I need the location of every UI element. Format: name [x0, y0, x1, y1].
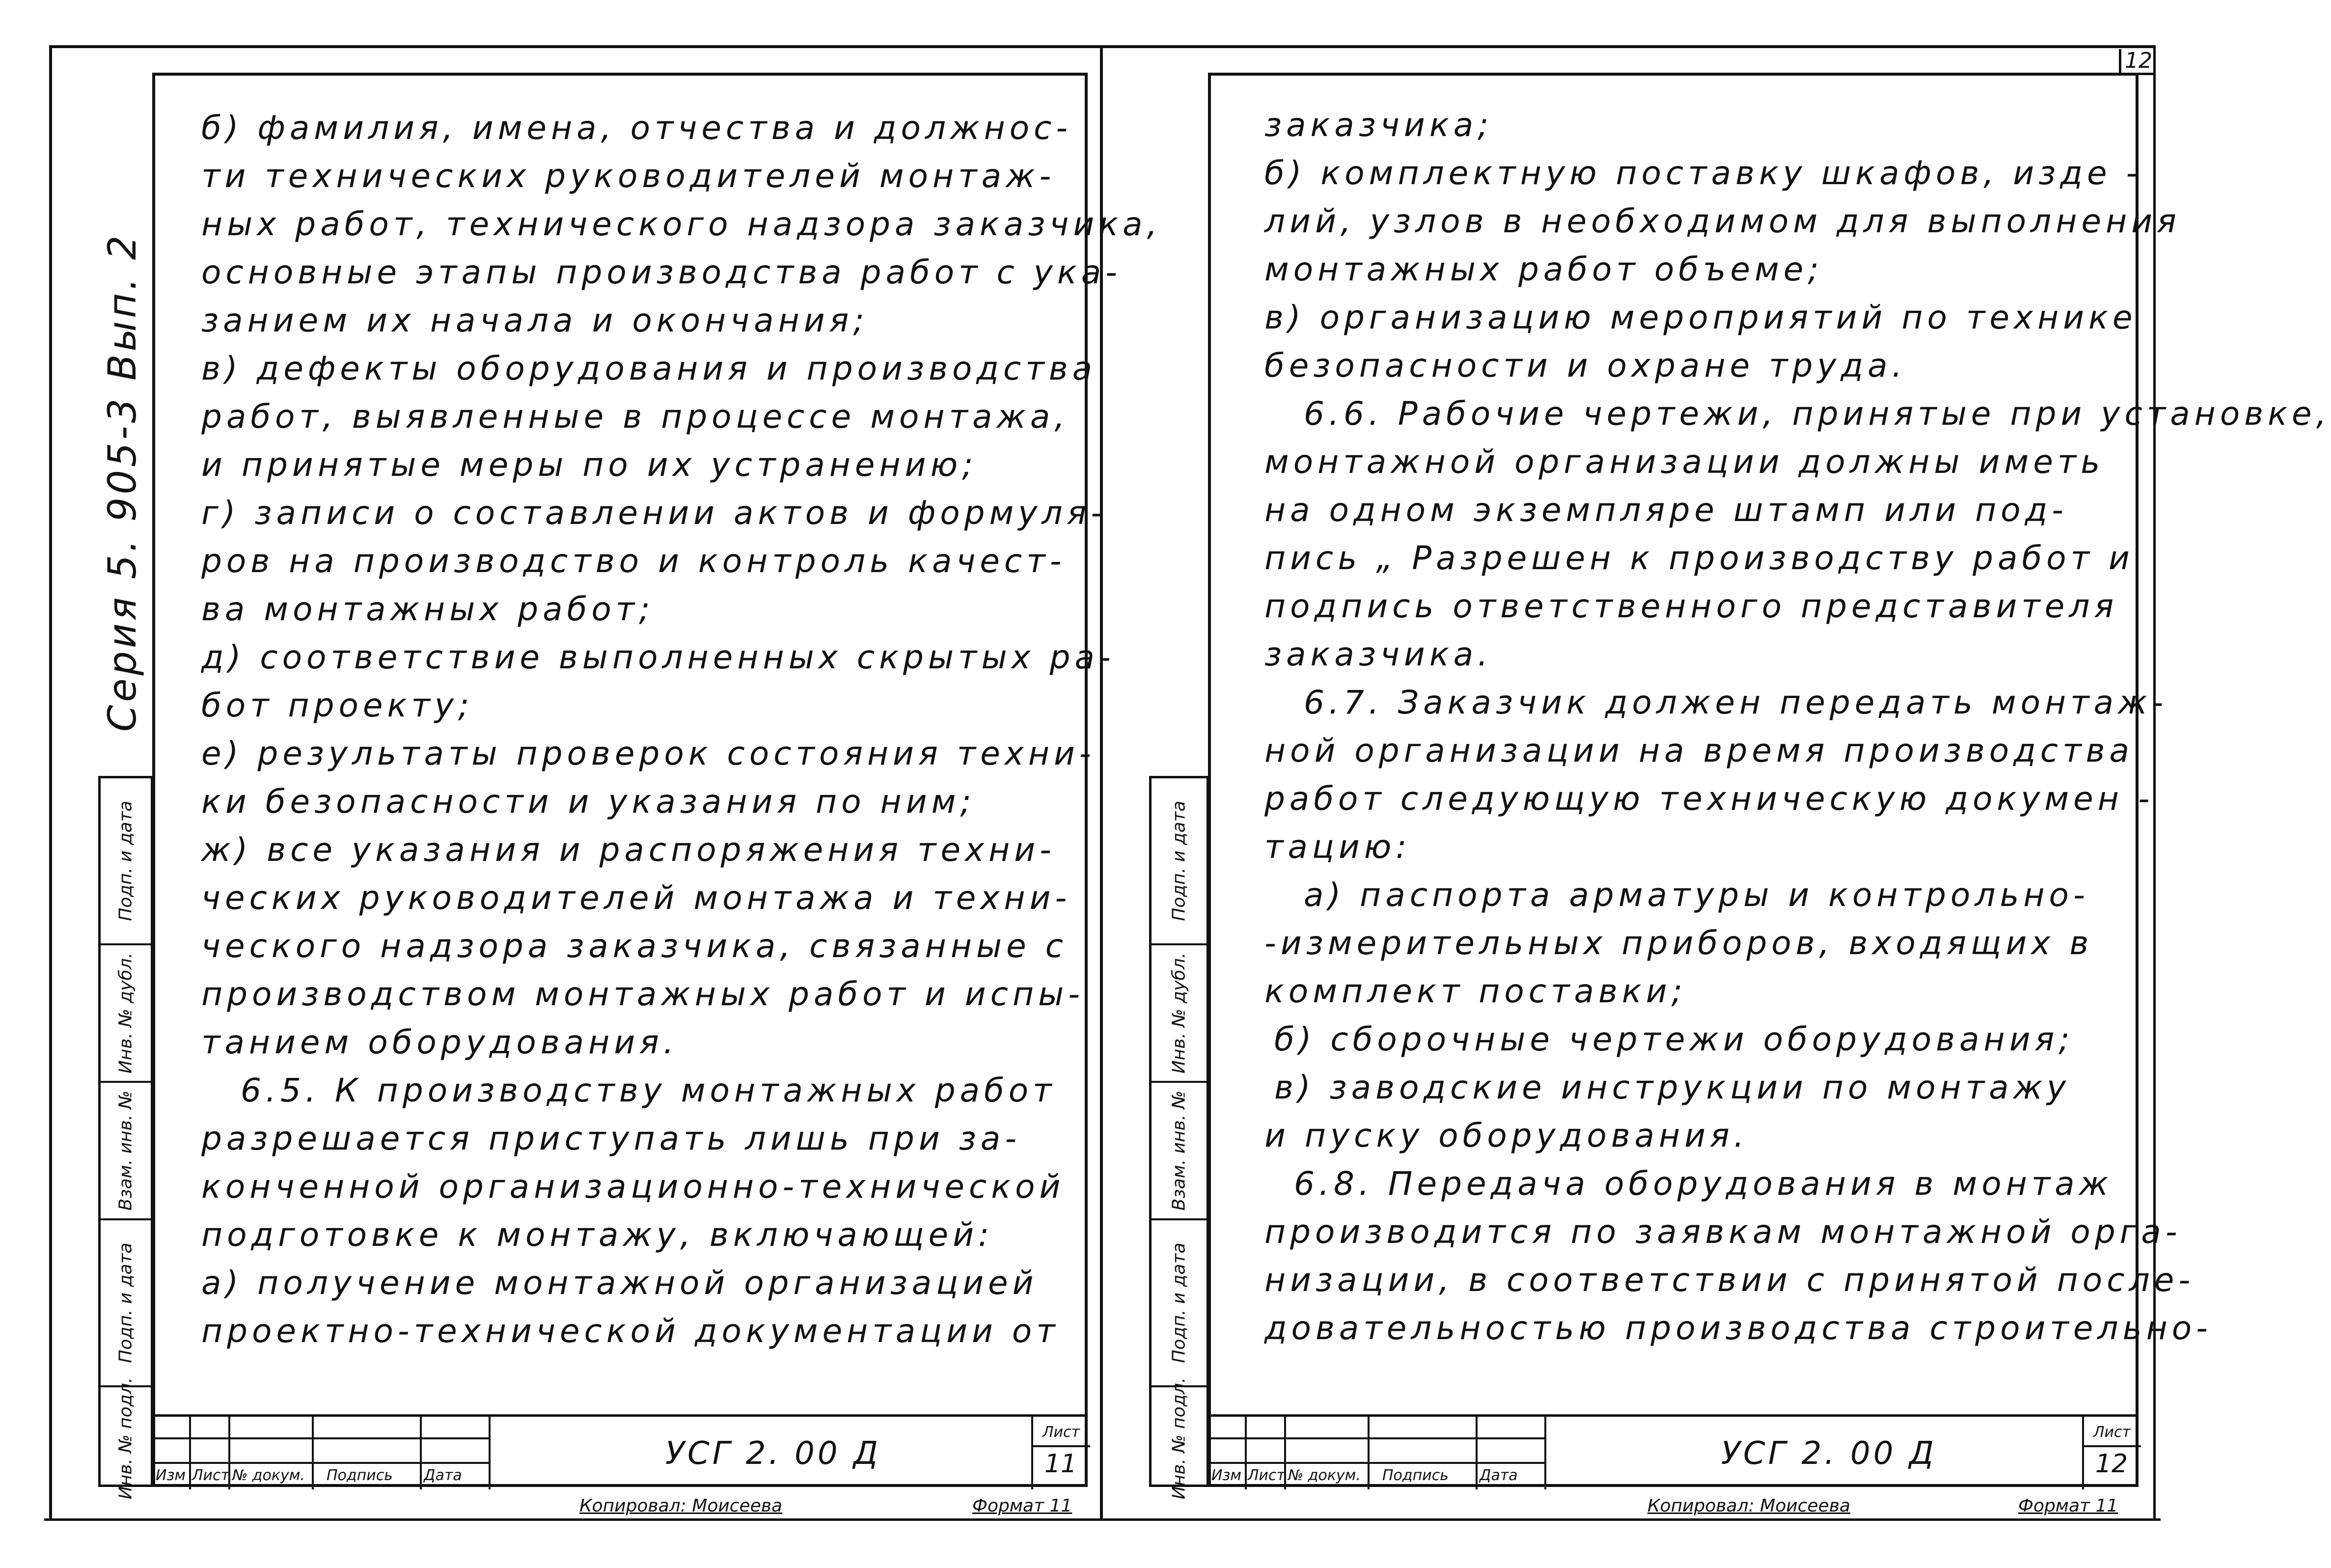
left-series-label: Серия 5. 905-3 Вып. 2	[101, 232, 145, 732]
left-line: а) получение монтажной организацией	[201, 1264, 1038, 1302]
stamp-col-list: Лист	[192, 1467, 230, 1484]
page-corner-number: 12	[2119, 49, 2156, 75]
right-footer-copied: Копировал: Моисеева	[1647, 1496, 1851, 1516]
left-line: конченной организационно-технической	[201, 1168, 1065, 1206]
stamp-col-sign: Подпись	[1382, 1467, 1449, 1484]
right-side-cell: Подп. и дата	[1152, 1220, 1207, 1387]
left-side-cell: Инв. № дубл.	[101, 945, 151, 1083]
left-line: в) дефекты оборудования и производства	[201, 350, 1097, 387]
right-line: в) организацию мероприятий по технике	[1264, 299, 2137, 336]
stamp-col-izm: Изм	[1211, 1467, 1242, 1484]
right-line: лий, узлов в необходимом для выполнения	[1264, 202, 2181, 240]
left-line: ческих руководителей монтажа и техни-	[201, 879, 1071, 917]
left-line: танием оборудования.	[201, 1023, 678, 1061]
right-line: в) заводские инструкции по монтажу	[1274, 1069, 2071, 1106]
left-title-block	[152, 1414, 1088, 1487]
left-line: ческого надзора заказчика, связанные с	[201, 927, 1068, 965]
stamp-col-date: Дата	[1480, 1467, 1518, 1484]
stamp-col-date: Дата	[424, 1467, 462, 1484]
left-side-cell: Подп. и дата	[101, 778, 151, 945]
right-line: комплект поставки;	[1264, 972, 1687, 1010]
left-line: 6.5. К производству монтажных работ	[241, 1072, 1056, 1109]
left-line: разрешается приступать лишь при за-	[201, 1120, 1021, 1157]
left-footer-copied: Копировал: Моисеева	[579, 1496, 783, 1516]
right-line: на одном экземпляре штамп или под-	[1264, 491, 2068, 529]
sheet-number: 12	[2095, 1449, 2128, 1479]
right-line: подпись ответственного представителя	[1264, 587, 2118, 625]
right-line: и пуску оборудования.	[1264, 1117, 1749, 1155]
left-side-stamp	[98, 776, 153, 1500]
right-line: работ следующую техническую докумен -	[1264, 780, 2154, 818]
left-line: ти технических руководителей монтаж-	[201, 157, 1056, 195]
document-code: УСГ 2. 00 Д	[1721, 1435, 1937, 1472]
right-title-block	[1208, 1414, 2139, 1487]
right-line: производится по заявкам монтажной орга-	[1264, 1213, 2182, 1251]
right-line: заказчика;	[1264, 106, 1493, 144]
right-line: низации, в соответствии с принятой после-	[1264, 1261, 2195, 1299]
right-line: монтажных работ объеме;	[1264, 250, 1823, 288]
left-line: ных работ, технического надзора заказчика,	[201, 205, 1162, 243]
right-line: 6.8. Передача оборудования в монтаж	[1294, 1165, 2113, 1203]
right-side-cell: Взам. инв. №	[1152, 1083, 1207, 1220]
right-line: -измерительных приборов, входящих в	[1264, 924, 2093, 962]
left-line: основные этапы производства работ с ука-	[201, 253, 1122, 291]
bottom-border-rule	[44, 1518, 2161, 1521]
right-line: 6.7. Заказчик должен передать монтаж-	[1304, 684, 2168, 721]
left-line: г) записи о составлении актов и формуля-	[201, 494, 1107, 532]
left-line: е) результаты проверок состояния техни-	[201, 735, 1096, 772]
right-line: монтажной организации должны иметь	[1264, 443, 2105, 481]
right-line: довательностью производства строительно-	[1264, 1309, 2212, 1347]
stamp-col-list: Лист	[1248, 1467, 1286, 1484]
right-line: пись „ Разрешен к производству работ и	[1264, 539, 2134, 577]
right-line: б) сборочные чертежи оборудования;	[1274, 1020, 2074, 1058]
left-footer-format: Формат 11	[972, 1496, 1072, 1516]
right-footer-format: Формат 11	[2018, 1496, 2118, 1516]
left-line: ж) все указания и распоряжения техни-	[201, 831, 1056, 869]
right-line: безопасности и охране труда.	[1264, 347, 1907, 385]
left-line: ров на производство и контроль качест-	[201, 542, 1066, 580]
right-line: ной организации на время производства	[1264, 732, 2134, 770]
left-line: д) соответствие выполненных скрытых ра-	[201, 638, 1115, 676]
right-line: заказчика.	[1264, 635, 1493, 673]
stamp-col-doc: № докум.	[232, 1467, 305, 1484]
right-side-cell: Подп. и дата	[1152, 778, 1207, 945]
left-line: и принятые меры по их устранению;	[201, 446, 978, 484]
sheet-label: Лист	[1042, 1424, 1080, 1441]
left-border-rule	[49, 45, 52, 1518]
sheet-label: Лист	[2093, 1424, 2131, 1441]
stamp-col-sign: Подпись	[327, 1467, 393, 1484]
sheet-number: 11	[1044, 1449, 1077, 1479]
document-code: УСГ 2. 00 Д	[665, 1435, 881, 1472]
stamp-col-izm: Изм	[156, 1467, 186, 1484]
left-line: проектно-технической документации от	[201, 1312, 1060, 1350]
left-line: ки безопасности и указания по ним;	[201, 783, 976, 821]
right-line: 6.6. Рабочие чертежи, принятые при установке,	[1304, 395, 2331, 433]
left-side-cell: Взам. инв. №	[101, 1083, 151, 1220]
left-side-cell: Подп. и дата	[101, 1220, 151, 1387]
left-line: производством монтажных работ и испы-	[201, 975, 1085, 1013]
right-line: тацию:	[1264, 828, 1411, 866]
left-side-cell: Инв. № подл.	[115, 1377, 136, 1500]
left-line: работ, выявленные в процессе монтажа,	[201, 398, 1070, 436]
left-line: подготовке к монтажу, включающей:	[201, 1216, 994, 1254]
left-line: занием их начала и окончания;	[201, 302, 869, 339]
right-side-stamp	[1149, 776, 1209, 1500]
right-line: а) паспорта арматуры и контрольно-	[1304, 876, 2089, 914]
right-line: б) комплектную поставку шкафов, изде -	[1264, 154, 2142, 192]
left-line: бот проекту;	[201, 687, 474, 724]
left-line: б) фамилия, имена, отчества и должнос-	[201, 109, 1072, 147]
stamp-col-doc: № докум.	[1288, 1467, 1361, 1484]
right-side-cell: Инв. № подл.	[1169, 1377, 1189, 1500]
right-side-cell: Инв. № дубл.	[1152, 945, 1207, 1083]
left-line: ва монтажных работ;	[201, 590, 655, 628]
